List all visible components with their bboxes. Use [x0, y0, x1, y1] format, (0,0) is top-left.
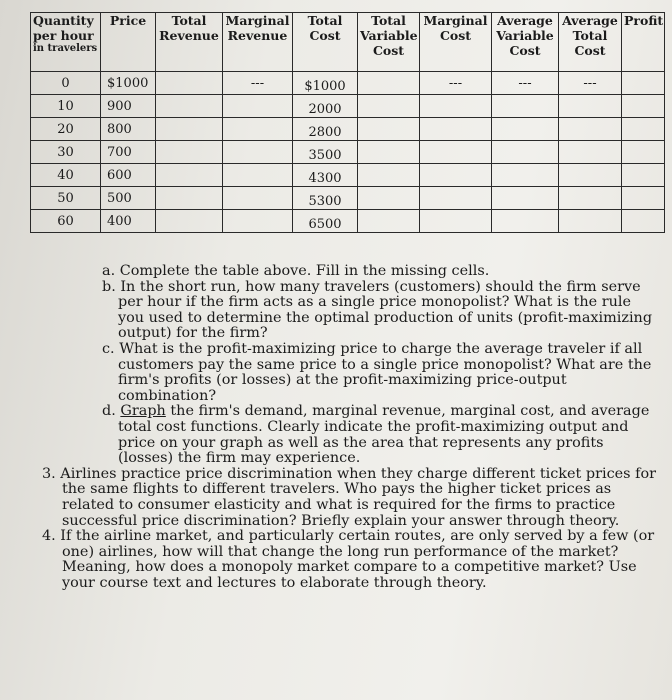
- cell-total-cost: $1000: [293, 72, 358, 95]
- cell-price: 700: [101, 141, 156, 164]
- cell-total-variable-cost[interactable]: [358, 210, 420, 233]
- question-3: 3. Airlines practice price discrimination when they charge different ticket prices for the same flights to different travelers. Who pays the higher ticket prices as related to consumer elasticity and what is required for the firms to practice successful price discrimination? Briefly explain your answer through theory.: [42, 465, 656, 529]
- cell-average-total-cost[interactable]: [559, 118, 622, 141]
- cell-total-cost: 2800: [293, 118, 358, 141]
- header-average-variable-cost: Average Variable Cost: [492, 13, 559, 72]
- table-row: [31, 187, 665, 210]
- header-average-total-cost: Average Total Cost: [559, 13, 622, 72]
- question-c: c. What is the profit-maximizing price to charge the average traveler if all customers pay the same price to a single price monopolist? What are the firm's profits (or losses) at the profit-maximizing price-output combination?: [102, 340, 652, 404]
- cell-marginal-revenue[interactable]: [223, 141, 293, 164]
- question-d-text: the firm's demand, marginal revenue, marginal cost, and average total cost functions. Clearly indicate the profit-maximizing output and price on your graph as well as the area that represents any profits (losses) the firm may experience.: [118, 403, 650, 467]
- cell-profit[interactable]: [622, 95, 665, 118]
- table-row: [31, 164, 665, 187]
- cell-total-cost: 4300: [293, 164, 358, 187]
- cell-total-cost: 5300: [293, 187, 358, 210]
- cell-total-variable-cost[interactable]: [358, 118, 420, 141]
- header-total-revenue: Total Revenue: [156, 13, 223, 72]
- cell-average-variable-cost[interactable]: [492, 95, 559, 118]
- question-list: [40, 264, 660, 591]
- cell-average-total-cost[interactable]: [559, 95, 622, 118]
- table-row: [31, 118, 665, 141]
- cell-marginal-revenue[interactable]: [223, 210, 293, 233]
- table-row: [31, 72, 665, 95]
- cell-quantity: 40: [31, 164, 101, 187]
- cell-total-cost: 6500: [293, 210, 358, 233]
- cell-marginal-cost[interactable]: [420, 164, 492, 187]
- cell-marginal-cost[interactable]: [420, 118, 492, 141]
- header-marginal-cost: Marginal Cost: [420, 13, 492, 72]
- cell-average-variable-cost: ---: [492, 72, 559, 95]
- question-d: [40, 404, 660, 466]
- header-marginal-revenue: Marginal Revenue: [223, 13, 293, 72]
- cell-quantity: 10: [31, 95, 101, 118]
- cell-average-total-cost[interactable]: [559, 164, 622, 187]
- question-4: 4. If the airline market, and particularly certain routes, are only served by a few (or one) airlines, how will that change the long run performance of the market? Meaning, how does a monopoly market compare to a competitive market? Use your course text and lectures to elaborate through theory.: [42, 528, 655, 591]
- question-b: b. In the short run, how many travelers (customers) should the firm serve per hour if the firm acts as a single price monopolist? What is the rule you used to determine the optimal production of units (profit-maximizing output) for the firm?: [102, 278, 653, 342]
- table-row: [31, 141, 665, 164]
- cell-average-variable-cost[interactable]: [492, 141, 559, 164]
- cell-total-revenue[interactable]: [156, 118, 223, 141]
- cell-marginal-revenue[interactable]: [223, 95, 293, 118]
- cell-total-variable-cost[interactable]: [358, 164, 420, 187]
- cell-quantity: 0: [31, 72, 101, 95]
- cell-total-cost: 2000: [293, 95, 358, 118]
- cell-marginal-cost: ---: [420, 72, 492, 95]
- cell-marginal-cost[interactable]: [420, 95, 492, 118]
- cell-profit[interactable]: [622, 141, 665, 164]
- cell-profit[interactable]: [622, 164, 665, 187]
- cell-total-variable-cost[interactable]: [358, 141, 420, 164]
- cell-average-total-cost[interactable]: [559, 187, 622, 210]
- cell-total-variable-cost[interactable]: [358, 72, 420, 95]
- header-profit: Profit: [622, 13, 665, 72]
- header-price: Price: [101, 13, 156, 72]
- cell-total-variable-cost[interactable]: [358, 187, 420, 210]
- header-total-cost: Total Cost: [293, 13, 358, 72]
- cell-quantity: 20: [31, 118, 101, 141]
- cell-total-revenue[interactable]: [156, 210, 223, 233]
- cell-total-revenue[interactable]: [156, 187, 223, 210]
- cell-total-revenue[interactable]: [156, 95, 223, 118]
- cost-revenue-table: [30, 12, 665, 233]
- cell-price: 800: [101, 118, 156, 141]
- cell-marginal-cost[interactable]: [420, 187, 492, 210]
- question-d-prefix: d.: [102, 403, 121, 420]
- table-header-row: [31, 13, 665, 72]
- cell-average-variable-cost[interactable]: [492, 210, 559, 233]
- cell-quantity: 30: [31, 141, 101, 164]
- cell-price: 600: [101, 164, 156, 187]
- cell-total-cost: 3500: [293, 141, 358, 164]
- cell-total-revenue[interactable]: [156, 141, 223, 164]
- cell-profit[interactable]: [622, 72, 665, 95]
- header-quantity: Quantity per hour in travelers: [31, 13, 101, 72]
- cell-marginal-revenue[interactable]: [223, 187, 293, 210]
- cell-total-variable-cost[interactable]: [358, 95, 420, 118]
- cell-quantity: 60: [31, 210, 101, 233]
- cell-profit[interactable]: [622, 210, 665, 233]
- cell-total-revenue[interactable]: [156, 164, 223, 187]
- cell-average-variable-cost[interactable]: [492, 164, 559, 187]
- cell-marginal-cost[interactable]: [420, 210, 492, 233]
- cell-price: 900: [101, 95, 156, 118]
- cell-price: 500: [101, 187, 156, 210]
- cell-marginal-revenue: ---: [223, 72, 293, 95]
- question-a: a. Complete the table above. Fill in the missing cells.: [102, 263, 490, 279]
- cell-average-variable-cost[interactable]: [492, 187, 559, 210]
- cell-total-revenue[interactable]: [156, 72, 223, 95]
- cell-average-total-cost[interactable]: [559, 210, 622, 233]
- cell-profit[interactable]: [622, 118, 665, 141]
- table-row: [31, 95, 665, 118]
- cell-price: 400: [101, 210, 156, 233]
- header-total-variable-cost: Total Variable Cost: [358, 13, 420, 72]
- cell-quantity: 50: [31, 187, 101, 210]
- table-row: [31, 210, 665, 233]
- cell-average-variable-cost[interactable]: [492, 118, 559, 141]
- cell-average-total-cost: ---: [559, 72, 622, 95]
- cell-marginal-cost[interactable]: [420, 141, 492, 164]
- cell-marginal-revenue[interactable]: [223, 164, 293, 187]
- question-d-graph-word: Graph: [120, 403, 166, 420]
- cell-marginal-revenue[interactable]: [223, 118, 293, 141]
- cell-profit[interactable]: [622, 187, 665, 210]
- cell-average-total-cost[interactable]: [559, 141, 622, 164]
- cell-price: $1000: [101, 72, 156, 95]
